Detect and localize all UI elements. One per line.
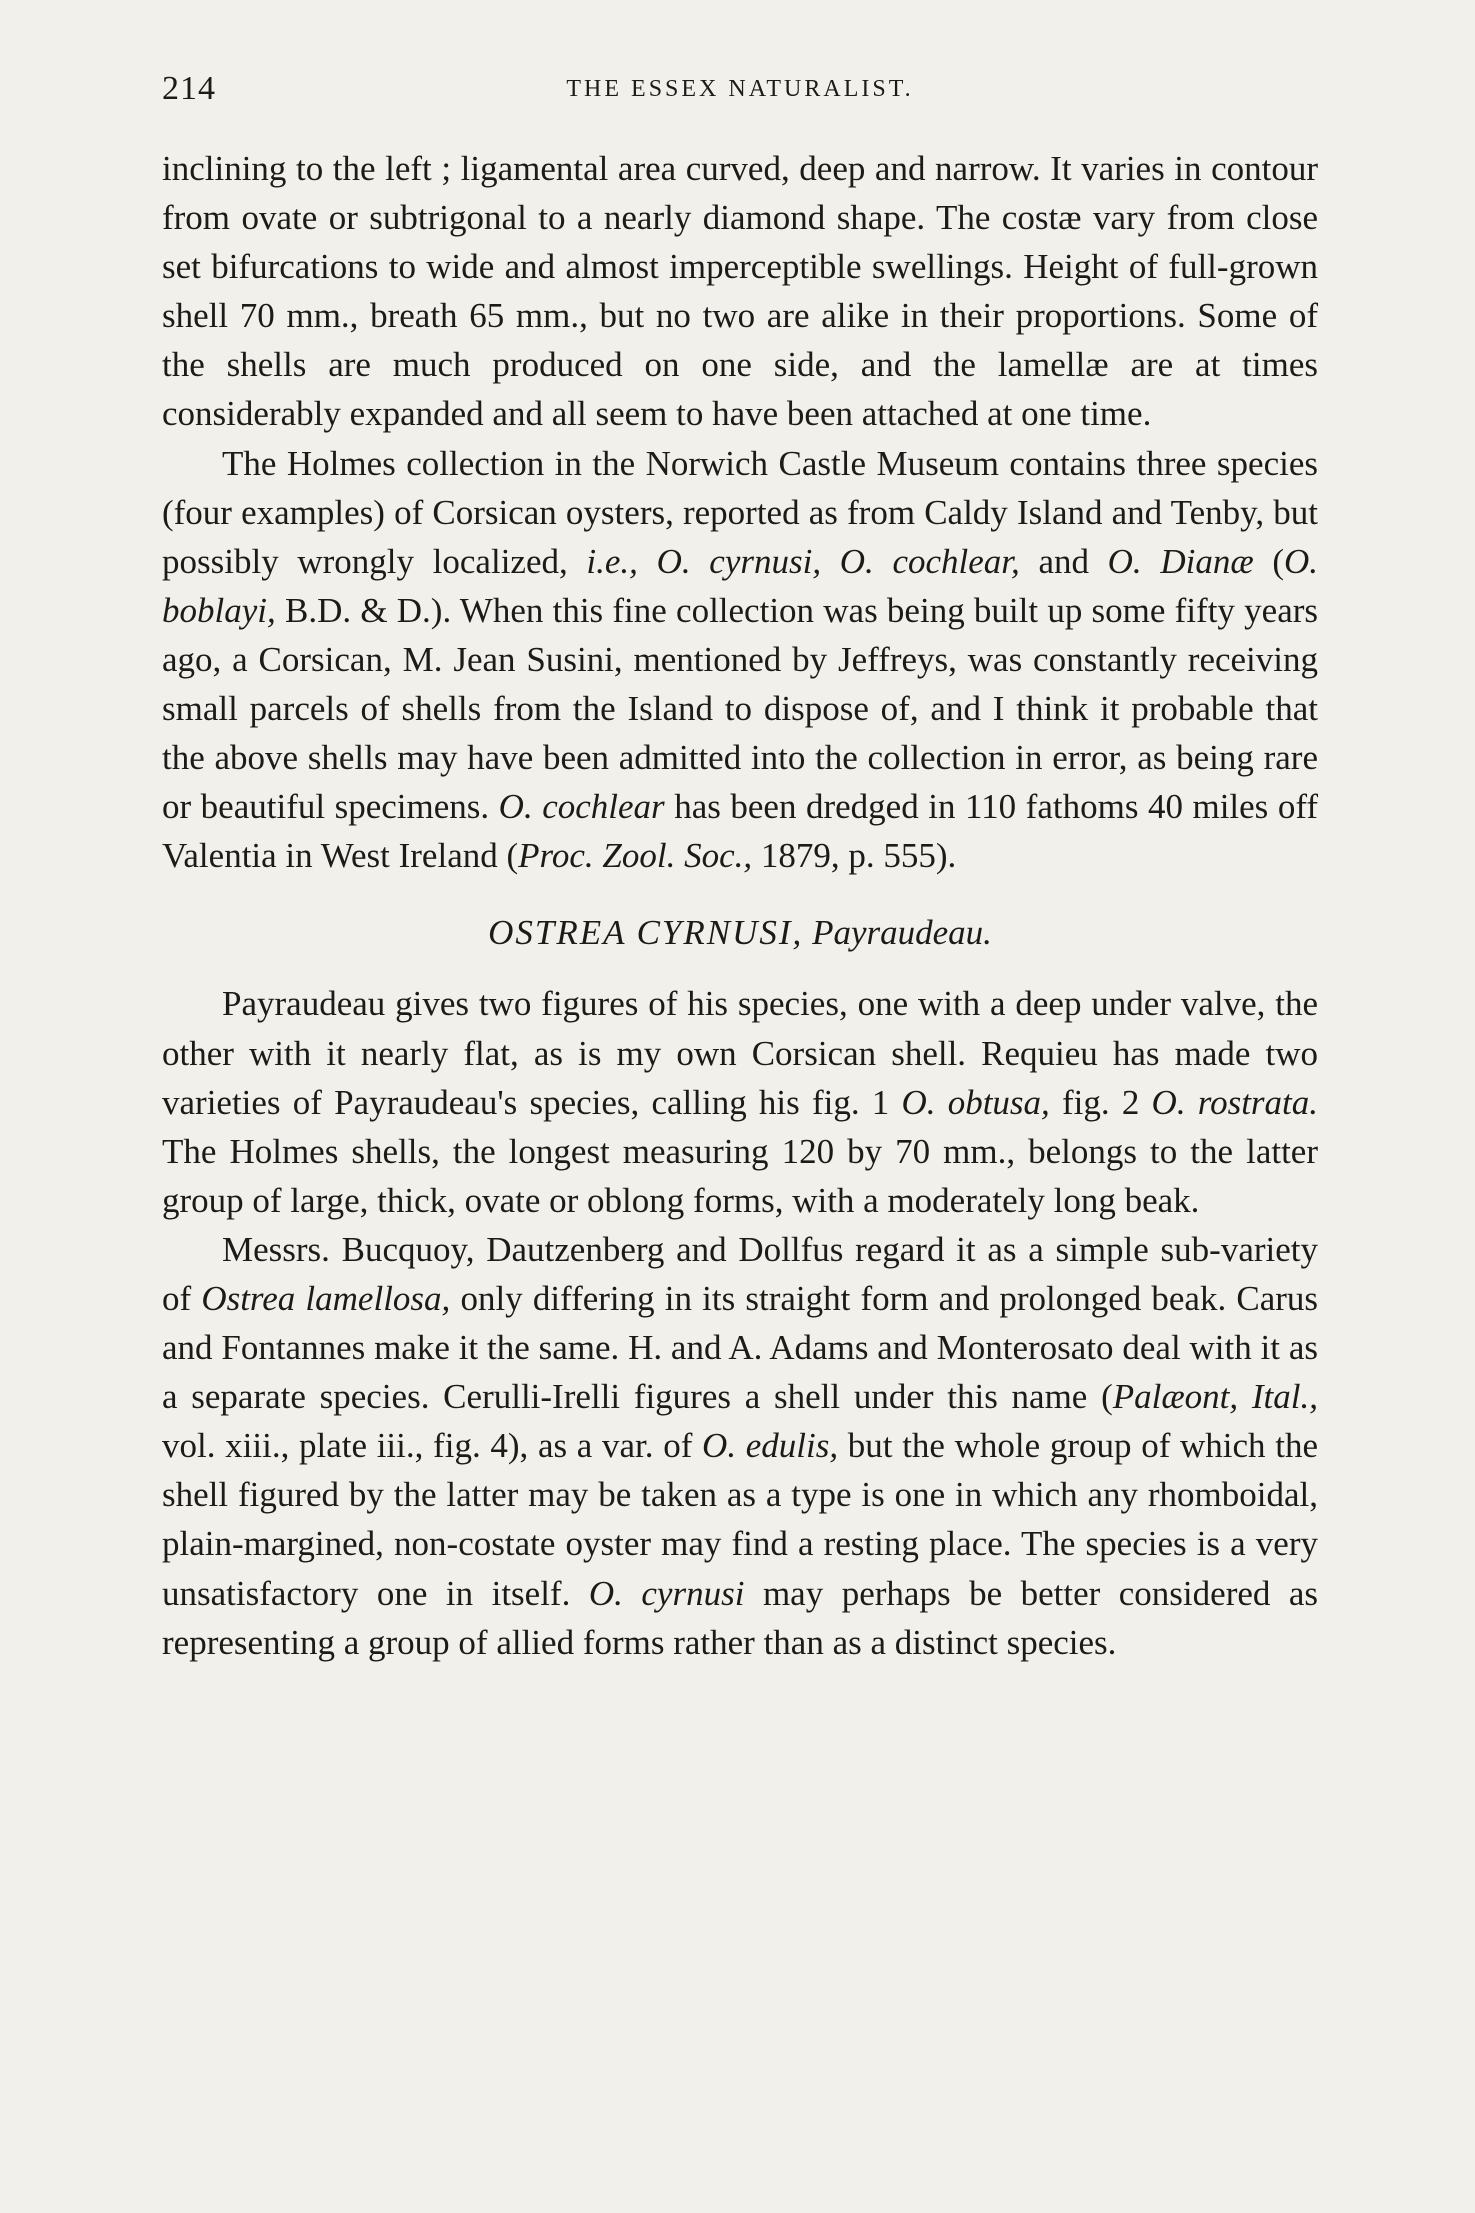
page-number: 214 — [162, 70, 216, 107]
species-name: Ostrea lamellosa, — [201, 1278, 451, 1318]
running-head — [162, 70, 1318, 114]
species-name: O. cyrnusi, — [656, 541, 822, 581]
species-name: O. Dianæ — [1107, 541, 1254, 581]
text-run: ( — [1272, 541, 1285, 581]
variety-name: O. rostrata. — [1151, 1082, 1319, 1122]
section-heading — [162, 880, 1318, 979]
journal-reference: Palæont, Ital., — [1112, 1377, 1318, 1417]
text-run: may perhaps be better considered as representing a group of allied forms rather than as a distinct species. — [162, 1573, 1319, 1662]
text-run: inclining to the left ; ligamental area curved, deep and narrow. It varies in contour from ovate or subtrigonal to a nearly diamond shape. The costæ vary from close set bifurcations to wide and almost imperceptible swellings. Height of full-grown shell 70 mm., breath 65 mm., but no two are alike in their proportions. Some of the shells are much produced on one side, and the lamellæ are at times considerably expanded and all seem to have been attached at one time. — [162, 149, 1318, 434]
text-run: The Holmes collection in the Norwich Castle Museum contains three species (four examples) of Corsican oysters, reported as from Caldy Island and Tenby, but possibly wrongly localized, — [162, 443, 1318, 581]
species-name: O. cochlear — [498, 787, 665, 827]
paragraph-holmes-collection — [162, 439, 1318, 881]
species-name: O. cyrnusi — [588, 1573, 745, 1613]
abbreviation-ie: i.e., — [586, 541, 638, 581]
text-run: Payraudeau gives two figures of his species, one with a deep under valve, the other with it nearly flat, as is my own Corsican shell. Requieu has made two varieties of Payraudeau's species, calling his fig. 1 — [162, 984, 1318, 1122]
body-text — [162, 144, 1318, 1667]
text-run: has been dredged in 110 fathoms 40 miles off Valentia in West Ireland ( — [162, 787, 1319, 876]
text-run: but the whole group of which the shell figured by the latter may be taken as a type is one in which any rhomboidal, plain-margined, non-costate oyster may find a resting place. The species is a very unsatisfactory one in itself. — [162, 1426, 1319, 1613]
text-run: The Holmes shells, the longest measuring 120 by 70 mm., belongs to the latter group of large, thick, ovate or oblong forms, with a moderately long beak. — [162, 1131, 1318, 1220]
species-name: O. boblayi, — [162, 541, 1319, 630]
heading-author: Payraudeau. — [812, 913, 992, 953]
text-run: only differing in its straight form and prolonged beak. Carus and Fontannes make it the same. H. and A. Adams and Monterosato deal with it as a separate species. Cerulli-Irelli figures a shell under this name ( — [162, 1278, 1319, 1417]
text-run: vol. xiii., plate iii., fig. 4), as a var. of — [162, 1426, 693, 1466]
text-run: B.D. & D.). When this fine collection was being built up some fifty years ago, a Corsican, M. Jean Susini, mentioned by Jeffreys, was constantly receiving small parcels of shells from the Island to dispose of, and I think it probable that the above shells may have been admitted into the collection in error, as being rare or beautiful specimens. — [162, 590, 1318, 827]
text-run: 1879, p. 555). — [760, 836, 957, 876]
species-name: O. cochlear, — [839, 541, 1020, 581]
heading-species: OSTREA CYRNUSI, — [488, 913, 804, 953]
text-run: Messrs. Bucquoy, Dautzenberg and Dollfus regard it as a simple sub-variety of — [162, 1229, 1318, 1318]
species-name: O. edulis, — [702, 1426, 839, 1466]
paragraph-payraudeau — [162, 979, 1318, 1224]
paragraph-shell-description — [162, 144, 1318, 439]
text-run: and — [1038, 541, 1089, 581]
journal-title: THE ESSEX NATURALIST. — [566, 76, 914, 102]
variety-name: O. obtusa, — [901, 1082, 1050, 1122]
text-run: fig. 2 — [1062, 1082, 1140, 1122]
paragraph-classification — [162, 1225, 1318, 1667]
journal-reference: Proc. Zool. Soc., — [518, 836, 753, 876]
